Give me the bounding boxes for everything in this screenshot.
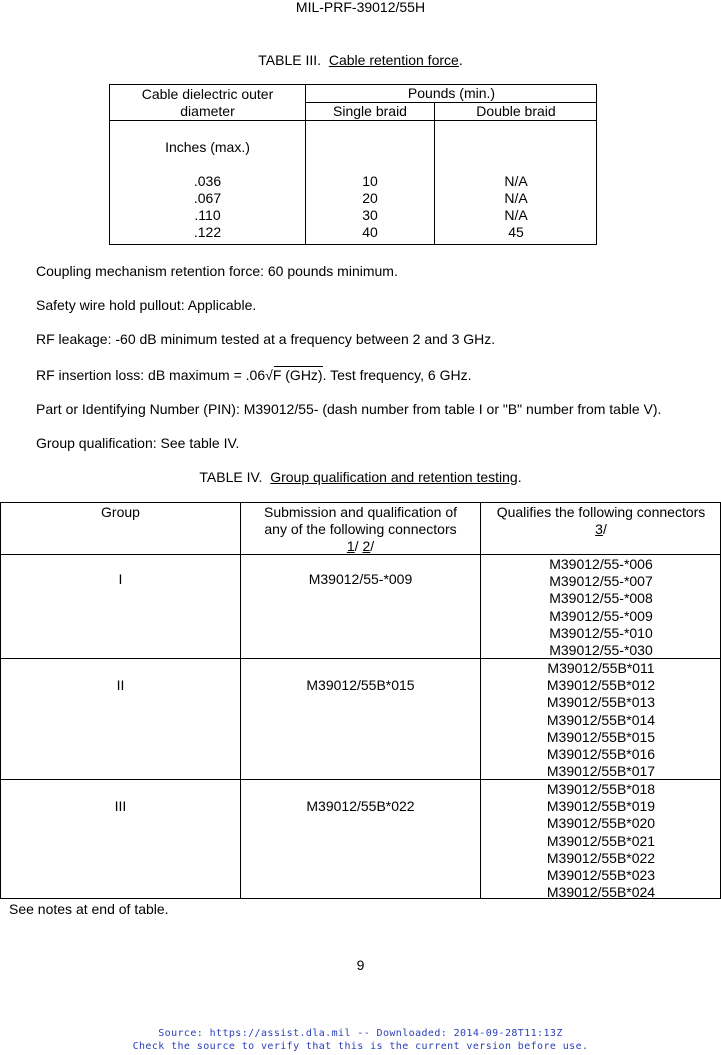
table4-label: TABLE IV. [199,469,263,485]
coupling-paragraph: Coupling mechanism retention force: 60 pounds minimum. [36,263,398,279]
table4-title: TABLE IV. Group qualification and retention testing. [199,469,522,485]
table3-single-column [306,173,434,241]
table-cell: .122 [193,224,222,240]
table3-double-column [435,173,597,241]
table4-group-header: Group [101,504,140,520]
list-item: M39012/55-*006 [549,556,653,572]
table3-caption: Cable retention force [328,52,459,68]
table-cell: .110 [194,207,221,223]
table4-group-ii-submission: M39012/55B*015 [306,677,415,693]
pin-paragraph: Part or Identifying Number (PIN): M39012/55- (dash number from table I or "B" number from table V). [36,401,662,417]
table4-caption: Group qualification and retention testing [270,469,518,485]
safety-wire-paragraph: Safety wire hold pullout: Applicable. [36,297,257,313]
list-item: M39012/55B*019 [546,798,656,815]
sqrt-expression: √F (GHz) [265,367,323,383]
table4-group-iii-qualifies [481,781,721,901]
list-item: M39012/55B*011 [547,660,655,676]
table3-cable-retention [109,84,597,245]
table4-group-i-submission: M39012/55-*009 [308,571,413,587]
footer-source-line: Source: https://assist.dla.mil -- Downloaded: 2014-09-28T11:13Z [158,1028,563,1039]
table4-qualifies-header: Qualifies the following connectors 3/ [496,504,706,537]
table3-single-braid-header: Single braid [333,103,407,119]
list-item: M39012/55-*007 [549,573,653,590]
list-item: M39012/55B*020 [546,815,656,832]
list-item: M39012/55-*030 [549,642,653,659]
table-notes: See notes at end of table. [9,901,169,917]
rf-leakage-paragraph: RF leakage: -60 dB minimum tested at a frequency between 2 and 3 GHz. [36,331,496,347]
list-item: M39012/55B*015 [546,728,656,745]
list-item: M39012/55B*016 [546,746,656,763]
list-item: M39012/55B*024 [546,884,656,901]
table4-group-iii: III [114,798,127,814]
download-footer [0,1027,721,1053]
page-number: 9 [356,957,365,973]
table4-group-i-qualifies [481,556,721,659]
list-item: M39012/55-*010 [549,624,653,641]
table-cell: 30 [362,207,378,223]
table3-double-braid-header: Double braid [476,103,556,119]
list-item: M39012/55B*018 [546,781,656,797]
table-cell: .036 [193,173,222,189]
table-cell: N/A [504,190,528,206]
table4-group-ii: II [116,677,125,693]
list-item: M39012/55-*008 [549,590,653,607]
table-cell: N/A [504,207,528,223]
document-id: MIL-PRF-39012/55H [295,0,426,15]
list-item: M39012/55B*013 [546,694,656,711]
table-cell: 20 [362,190,378,206]
table-cell: 45 [508,224,524,240]
table-cell: 40 [362,224,378,240]
table4-group-qualification [0,502,721,899]
list-item: M39012/55B*021 [546,832,656,849]
list-item: M39012/55-*009 [549,607,653,624]
table3-label: TABLE III. [258,52,322,68]
table-cell: 10 [362,173,378,189]
table3-title: TABLE III. Cable retention force. [258,52,463,68]
rf-insertion-paragraph: RF insertion loss: dB maximum = .06√F (GHz) . Test frequency, 6 GHz. [36,367,472,383]
table4-group-ii-qualifies [481,660,721,780]
table-cell: N/A [504,173,528,189]
list-item: M39012/55B*023 [546,867,656,884]
list-item: M39012/55B*014 [546,711,656,728]
table4-group-i: I [118,571,123,587]
table4-submission-header: Submission and qualification of any of the following connectors 1/ 2/ [263,504,457,554]
table-cell: .067 [193,190,222,206]
table4-group-iii-submission: M39012/55B*022 [306,798,415,814]
list-item: M39012/55B*017 [546,763,656,780]
list-item: M39012/55B*012 [546,677,656,694]
footer-verify-line: Check the source to verify that this is the current version before use. [132,1041,589,1052]
group-qualification-paragraph: Group qualification: See table IV. [36,435,240,451]
table3-group-header: Pounds (min.) [407,85,496,101]
table3-unit-label: Inches (max.) [165,139,250,155]
list-item: M39012/55B*022 [546,849,656,866]
table3-col1-header: Cable dielectric outer diameter [141,86,274,119]
table3-diameter-column [110,173,305,241]
